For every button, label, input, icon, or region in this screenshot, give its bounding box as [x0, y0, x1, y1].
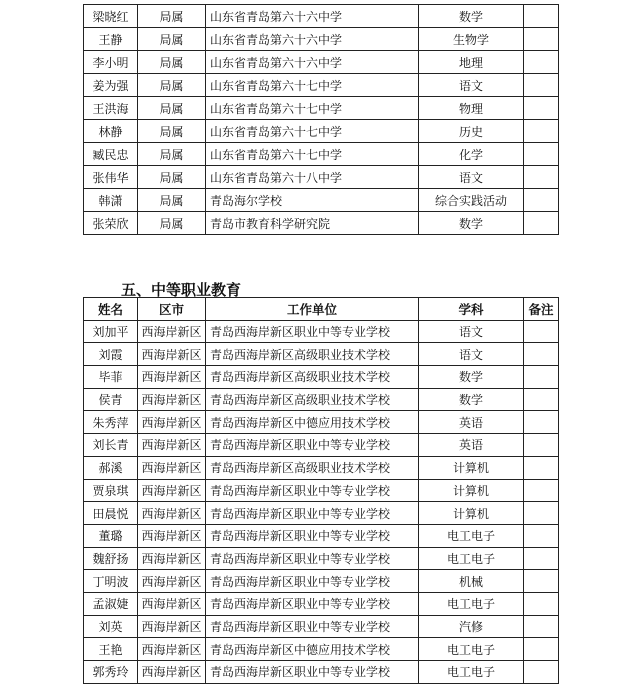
cell-subject: 机械 — [419, 570, 524, 593]
cell-note — [524, 388, 559, 411]
cell-subject: 电工电子 — [419, 661, 524, 684]
table-header-row — [84, 298, 559, 321]
cell-unit: 山东省青岛第六十七中学 — [206, 97, 419, 120]
table-row — [84, 343, 559, 366]
cell-unit: 青岛西海岸新区高级职业技术学校 — [206, 343, 419, 366]
cell-unit: 青岛西海岸新区职业中等专业学校 — [206, 661, 419, 684]
school-staff-table — [83, 4, 559, 235]
cell-district: 西海岸新区 — [138, 661, 206, 684]
table-row — [84, 547, 559, 570]
cell-subject: 数学 — [419, 366, 524, 389]
cell-unit: 青岛西海岸新区高级职业技术学校 — [206, 366, 419, 389]
cell-subject: 数学 — [419, 388, 524, 411]
cell-unit: 山东省青岛第六十七中学 — [206, 120, 419, 143]
cell-name: 姜为强 — [84, 74, 138, 97]
cell-note — [524, 570, 559, 593]
cell-subject: 语文 — [419, 166, 524, 189]
cell-note — [524, 411, 559, 434]
cell-note — [524, 120, 559, 143]
cell-note — [524, 74, 559, 97]
table-row — [84, 502, 559, 525]
cell-subject: 计算机 — [419, 479, 524, 502]
cell-note — [524, 166, 559, 189]
cell-unit: 青岛西海岸新区高级职业技术学校 — [206, 456, 419, 479]
cell-name: 贾泉琪 — [84, 479, 138, 502]
cell-district: 西海岸新区 — [138, 320, 206, 343]
cell-district: 局属 — [138, 28, 206, 51]
cell-note — [524, 320, 559, 343]
cell-district: 局属 — [138, 5, 206, 28]
cell-unit: 青岛西海岸新区中德应用技术学校 — [206, 638, 419, 661]
cell-name: 郭秀玲 — [84, 661, 138, 684]
cell-name: 张伟华 — [84, 166, 138, 189]
header-district: 区市 — [138, 298, 206, 321]
cell-district: 西海岸新区 — [138, 411, 206, 434]
cell-subject: 英语 — [419, 434, 524, 457]
cell-name: 王静 — [84, 28, 138, 51]
table-row — [84, 74, 559, 97]
cell-unit: 青岛西海岸新区职业中等专业学校 — [206, 524, 419, 547]
cell-name: 林静 — [84, 120, 138, 143]
cell-district: 局属 — [138, 97, 206, 120]
cell-note — [524, 143, 559, 166]
cell-unit: 青岛西海岸新区职业中等专业学校 — [206, 479, 419, 502]
cell-unit: 青岛西海岸新区高级职业技术学校 — [206, 388, 419, 411]
cell-district: 局属 — [138, 166, 206, 189]
table-row — [84, 592, 559, 615]
cell-unit: 青岛西海岸新区职业中等专业学校 — [206, 547, 419, 570]
cell-name: 张荣欣 — [84, 212, 138, 235]
cell-unit: 青岛西海岸新区职业中等专业学校 — [206, 502, 419, 525]
cell-unit: 山东省青岛第六十六中学 — [206, 28, 419, 51]
cell-unit: 青岛海尔学校 — [206, 189, 419, 212]
table-row — [84, 320, 559, 343]
cell-district: 局属 — [138, 212, 206, 235]
cell-district: 局属 — [138, 51, 206, 74]
cell-unit: 山东省青岛第六十六中学 — [206, 51, 419, 74]
cell-name: 丁明波 — [84, 570, 138, 593]
table-row — [84, 366, 559, 389]
cell-subject: 综合实践活动 — [419, 189, 524, 212]
cell-district: 西海岸新区 — [138, 592, 206, 615]
cell-subject: 电工电子 — [419, 592, 524, 615]
cell-unit: 青岛西海岸新区中德应用技术学校 — [206, 411, 419, 434]
table-row — [84, 212, 559, 235]
cell-unit: 青岛西海岸新区职业中等专业学校 — [206, 570, 419, 593]
cell-district: 西海岸新区 — [138, 615, 206, 638]
cell-district: 西海岸新区 — [138, 456, 206, 479]
cell-name: 魏舒扬 — [84, 547, 138, 570]
cell-unit: 青岛市教育科学研究院 — [206, 212, 419, 235]
cell-district: 西海岸新区 — [138, 343, 206, 366]
cell-note — [524, 456, 559, 479]
table-row — [84, 97, 559, 120]
cell-subject: 语文 — [419, 320, 524, 343]
cell-subject: 历史 — [419, 120, 524, 143]
cell-note — [524, 51, 559, 74]
cell-note — [524, 502, 559, 525]
cell-note — [524, 547, 559, 570]
cell-note — [524, 97, 559, 120]
cell-subject: 地理 — [419, 51, 524, 74]
cell-note — [524, 524, 559, 547]
table-row — [84, 570, 559, 593]
cell-note — [524, 212, 559, 235]
cell-unit: 青岛西海岸新区职业中等专业学校 — [206, 615, 419, 638]
table-row — [84, 166, 559, 189]
cell-note — [524, 5, 559, 28]
cell-name: 刘加平 — [84, 320, 138, 343]
cell-district: 西海岸新区 — [138, 570, 206, 593]
table-row — [84, 434, 559, 457]
cell-name: 刘长青 — [84, 434, 138, 457]
cell-district: 西海岸新区 — [138, 638, 206, 661]
header-subject: 学科 — [419, 298, 524, 321]
cell-note — [524, 343, 559, 366]
cell-name: 孟淑婕 — [84, 592, 138, 615]
cell-note — [524, 638, 559, 661]
cell-name: 韩潇 — [84, 189, 138, 212]
table-row — [84, 638, 559, 661]
cell-district: 局属 — [138, 120, 206, 143]
cell-district: 西海岸新区 — [138, 479, 206, 502]
cell-subject: 化学 — [419, 143, 524, 166]
section-heading: 五、中等职业教育 — [121, 281, 242, 299]
cell-district: 局属 — [138, 143, 206, 166]
table-row — [84, 479, 559, 502]
cell-note — [524, 189, 559, 212]
cell-district: 西海岸新区 — [138, 388, 206, 411]
cell-name: 朱秀萍 — [84, 411, 138, 434]
cell-name: 毕菲 — [84, 366, 138, 389]
table-row — [84, 28, 559, 51]
table-row — [84, 51, 559, 74]
cell-unit: 青岛西海岸新区职业中等专业学校 — [206, 592, 419, 615]
cell-note — [524, 479, 559, 502]
cell-subject: 电工电子 — [419, 547, 524, 570]
table-row — [84, 456, 559, 479]
cell-subject: 计算机 — [419, 502, 524, 525]
cell-note — [524, 28, 559, 51]
cell-unit: 青岛西海岸新区职业中等专业学校 — [206, 320, 419, 343]
cell-subject: 物理 — [419, 97, 524, 120]
table-row — [84, 120, 559, 143]
cell-unit: 青岛西海岸新区职业中等专业学校 — [206, 434, 419, 457]
cell-name: 梁晓红 — [84, 5, 138, 28]
cell-note — [524, 615, 559, 638]
cell-name: 郝溪 — [84, 456, 138, 479]
table-row — [84, 524, 559, 547]
cell-note — [524, 592, 559, 615]
cell-subject: 计算机 — [419, 456, 524, 479]
table-row — [84, 411, 559, 434]
table-row — [84, 661, 559, 684]
cell-unit: 山东省青岛第六十八中学 — [206, 166, 419, 189]
cell-name: 侯青 — [84, 388, 138, 411]
cell-subject: 生物学 — [419, 28, 524, 51]
cell-name: 臧民忠 — [84, 143, 138, 166]
vocational-education-table — [83, 297, 559, 684]
cell-district: 西海岸新区 — [138, 434, 206, 457]
cell-name: 李小明 — [84, 51, 138, 74]
cell-unit: 山东省青岛第六十七中学 — [206, 143, 419, 166]
table-row — [84, 143, 559, 166]
cell-district: 西海岸新区 — [138, 502, 206, 525]
header-note: 备注 — [524, 298, 559, 321]
cell-note — [524, 661, 559, 684]
table-row — [84, 189, 559, 212]
cell-district: 局属 — [138, 74, 206, 97]
cell-unit: 山东省青岛第六十六中学 — [206, 5, 419, 28]
cell-subject: 语文 — [419, 74, 524, 97]
cell-name: 董璐 — [84, 524, 138, 547]
cell-name: 王洪海 — [84, 97, 138, 120]
cell-district: 西海岸新区 — [138, 547, 206, 570]
cell-subject: 电工电子 — [419, 638, 524, 661]
table-row — [84, 5, 559, 28]
cell-unit: 山东省青岛第六十七中学 — [206, 74, 419, 97]
header-unit: 工作单位 — [206, 298, 419, 321]
cell-subject: 数学 — [419, 212, 524, 235]
header-name: 姓名 — [84, 298, 138, 321]
cell-subject: 电工电子 — [419, 524, 524, 547]
table-row — [84, 388, 559, 411]
cell-name: 刘霞 — [84, 343, 138, 366]
cell-district: 西海岸新区 — [138, 366, 206, 389]
cell-note — [524, 366, 559, 389]
cell-name: 刘英 — [84, 615, 138, 638]
cell-name: 王艳 — [84, 638, 138, 661]
cell-note — [524, 434, 559, 457]
cell-subject: 英语 — [419, 411, 524, 434]
cell-district: 局属 — [138, 189, 206, 212]
cell-subject: 语文 — [419, 343, 524, 366]
cell-subject: 汽修 — [419, 615, 524, 638]
table-row — [84, 615, 559, 638]
cell-name: 田晨悦 — [84, 502, 138, 525]
cell-subject: 数学 — [419, 5, 524, 28]
cell-district: 西海岸新区 — [138, 524, 206, 547]
